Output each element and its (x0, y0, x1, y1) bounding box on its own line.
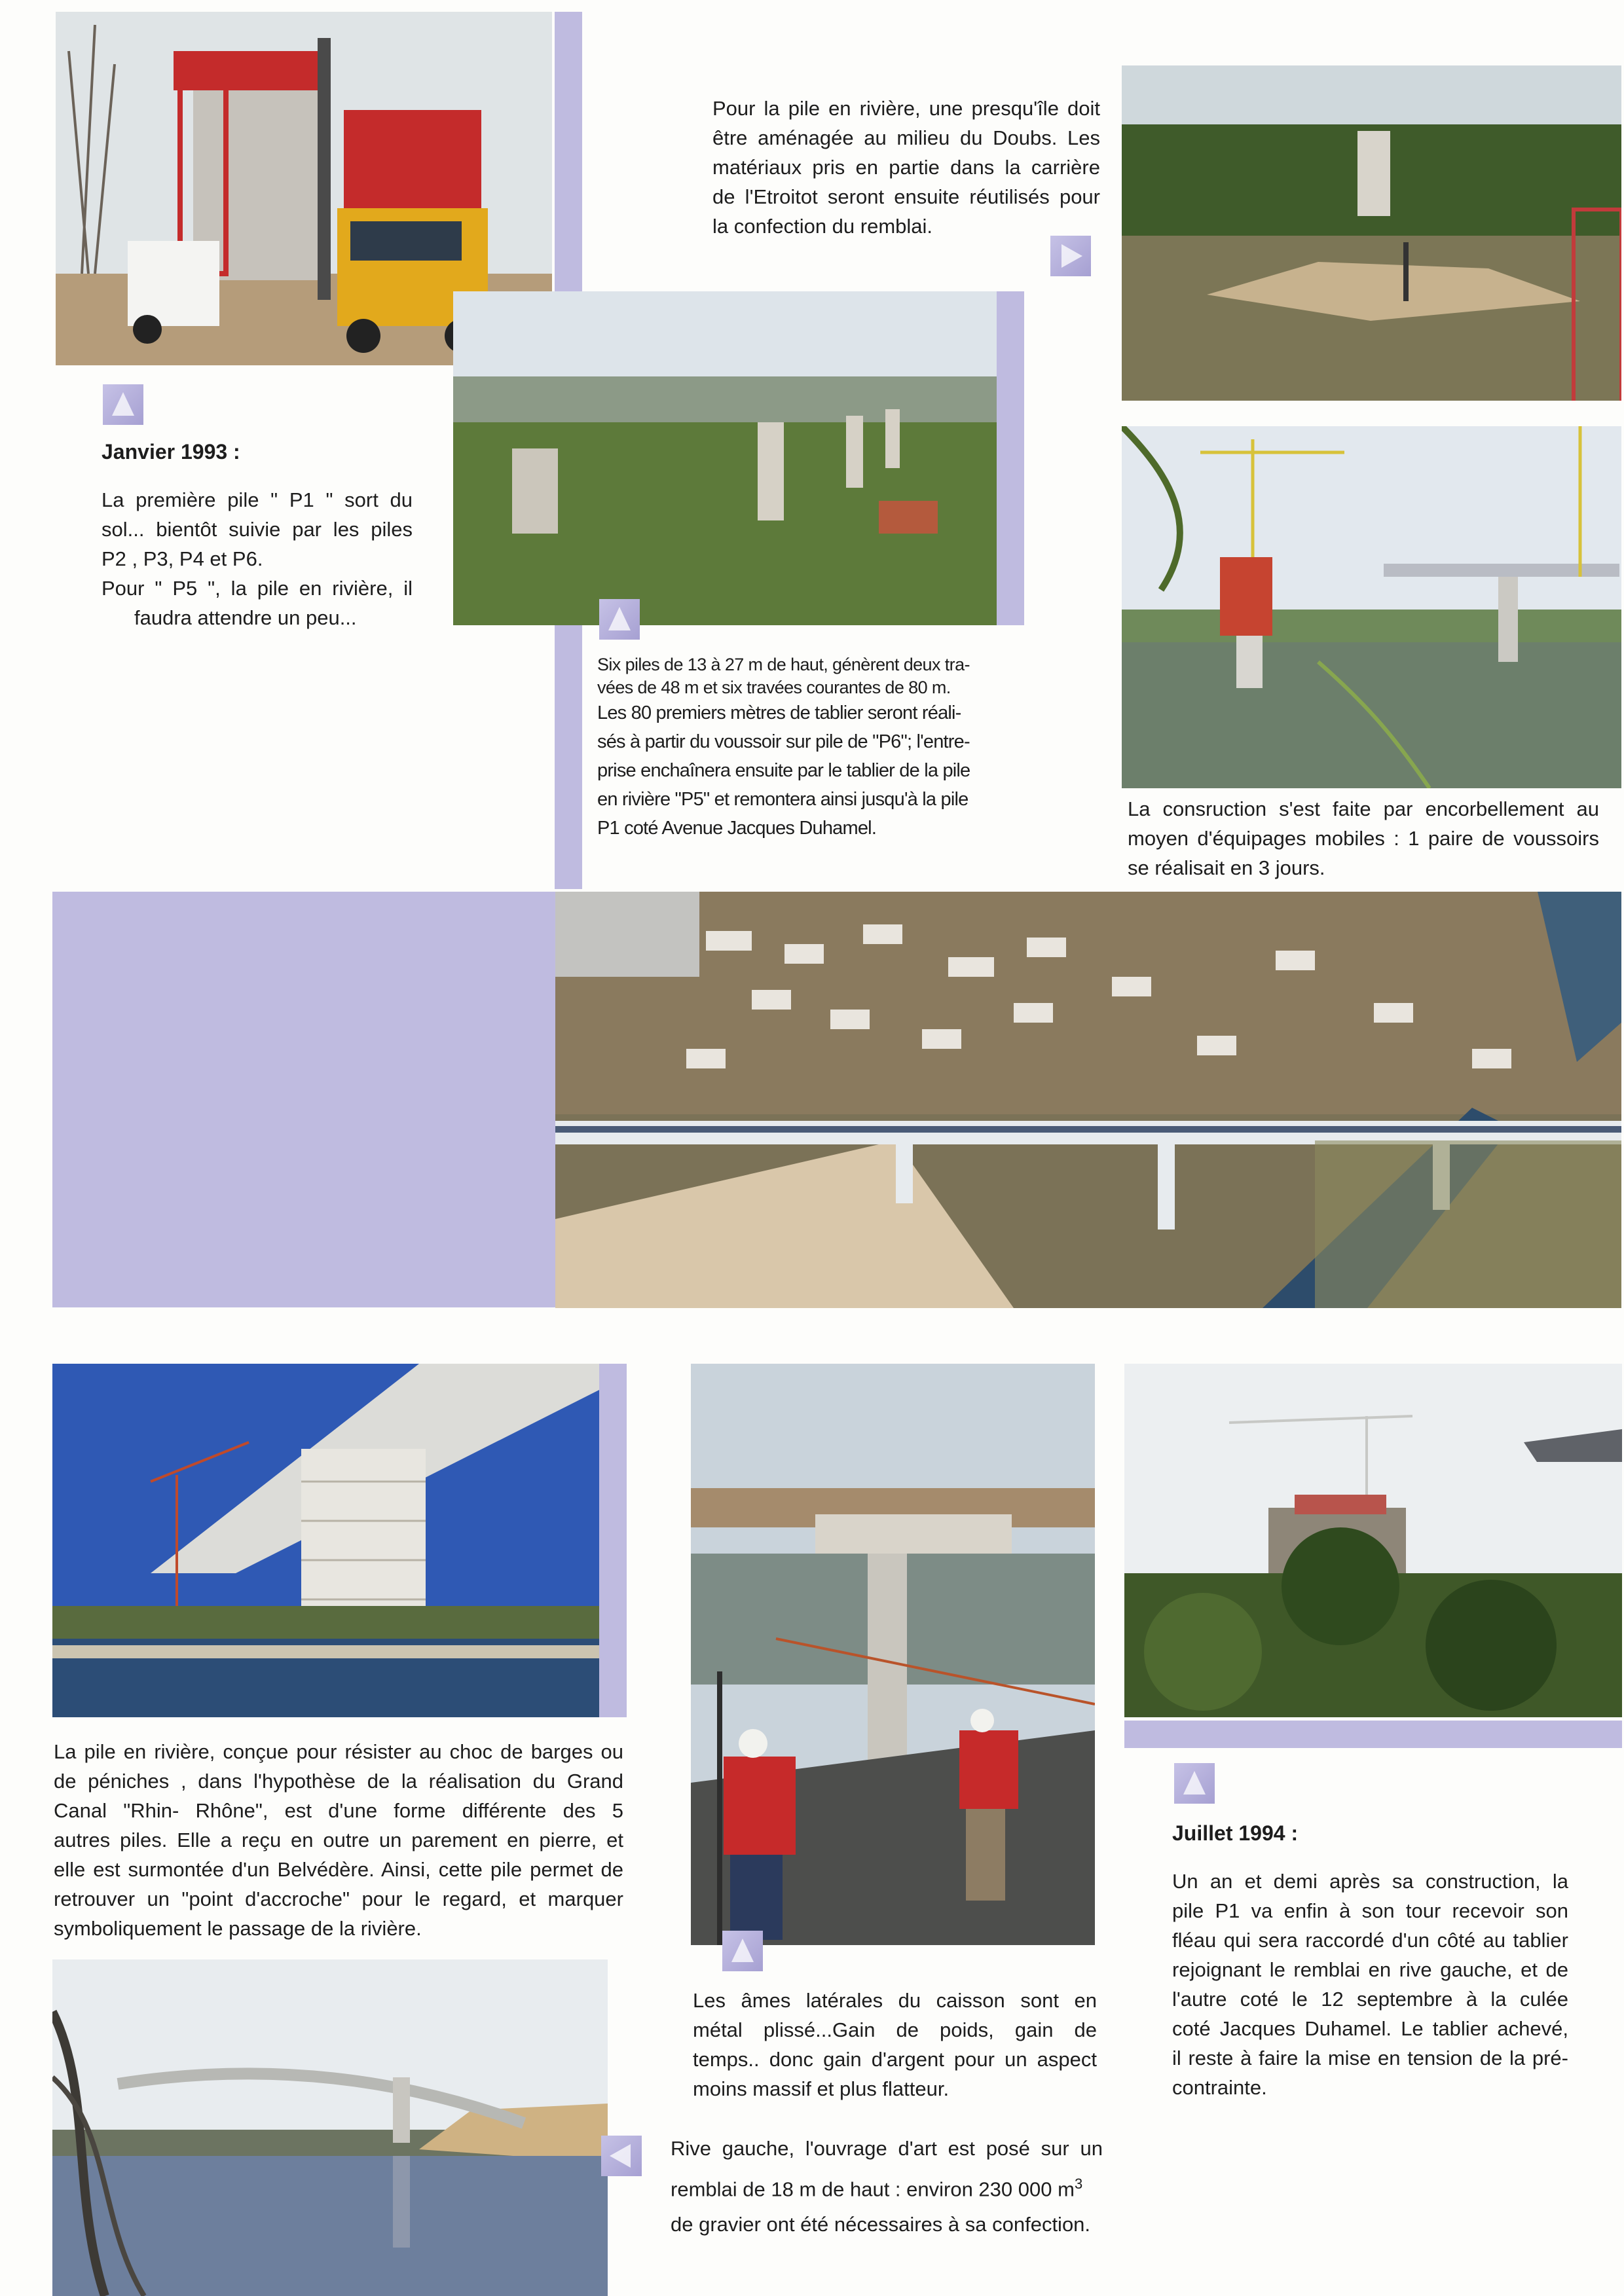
six-piles-line-2: vées de 48 m et six travées courantes de 80 m. (597, 678, 951, 697)
triangle-up-marker-six-piles (599, 599, 640, 640)
photo-aerial-bridge (555, 892, 1621, 1308)
text-block-rive-gauche (671, 2131, 1103, 2242)
pile-riviere-line-4: autres piles. Elle a reçu en outre un parement en pierre, et (54, 1829, 623, 1851)
jan1993-line-4: Pour " P5 ", la pile en rivière, il (101, 577, 413, 600)
band-top-photo-frame (997, 291, 1024, 625)
six-piles-line-4: sés à partir du voussoir sur pile de "P6"; l'entre- (597, 731, 970, 752)
juil1994-line-8: contrainte. (1172, 2076, 1267, 2099)
presquile-line-4: de l'Etroitot seront ensuite réutilisés pour (712, 185, 1100, 208)
jan1993-line-5: faudra attendre un peu... (134, 606, 357, 629)
band-aerial-left-block (52, 892, 557, 1307)
presquile-line-1: Pour la pile en rivière, une presqu'île doit (712, 97, 1100, 120)
presquile-line-5: la confection du remblai. (712, 215, 933, 238)
ames-line-4: moins massif et plus flatteur. (693, 2077, 950, 2100)
text-block-juil1994 (1172, 1819, 1568, 2102)
photo-cantilever-cranes (1122, 426, 1621, 788)
jan1993-line-3: P2 , P3, P4 et P6. (101, 547, 263, 570)
photo-piers-valley (453, 291, 997, 625)
heading-jan1993: Janvier 1993 : (101, 440, 240, 464)
rive-gauche-line-2-text: remblai de 18 m de haut : environ 230 000 m (671, 2178, 1075, 2201)
presquile-line-2: être aménagée au milieu du Doubs. Les (712, 126, 1100, 149)
photo-workers-deck (691, 1364, 1095, 1945)
band-right-under-photo (1124, 1721, 1622, 1748)
triangle-up-marker-juil1994 (1174, 1763, 1215, 1804)
rive-gauche-line-2 (671, 2166, 1103, 2207)
text-block-ames (693, 1986, 1097, 2104)
construction-line-2: moyen d'équipages mobiles : 1 paire de voussoirs (1128, 827, 1599, 850)
construction-line-3: se réalisait en 3 jours. (1128, 856, 1325, 879)
juil1994-line-4: rejoignant le remblai en rive gauche, et de (1172, 1958, 1568, 1981)
cubic-exponent: 3 (1074, 2176, 1083, 2192)
text-block-six-piles (597, 653, 1023, 843)
photo-river-pier-scaffold (52, 1364, 599, 1717)
text-block-presquile (712, 94, 1100, 241)
construction-line-1: La consruction s'est faite par encorbellement au (1128, 797, 1599, 820)
pile-riviere-line-3: Canal "Rhin- Rhône", est d'une forme différente des 5 (54, 1799, 623, 1822)
pile-riviere-line-5: elle est surmontée d'un Belvédère. Ainsi, cette pile permet de (54, 1858, 623, 1881)
jan1993-line-1: La première pile " P1 " sort du (101, 488, 413, 511)
pile-riviere-line-2: de péniches , dans l'hypothèse de la réalisation du Grand (54, 1770, 623, 1793)
jan1993-line-2: sol... bientôt suivie par les piles (101, 518, 413, 541)
photo-river-island (1122, 65, 1621, 401)
text-block-pile-riviere (54, 1737, 623, 1943)
juil1994-line-1: Un an et demi après sa construction, la (1172, 1870, 1568, 1893)
six-piles-line-7: P1 coté Avenue Jacques Duhamel. (597, 818, 877, 839)
text-block-jan1993 (101, 437, 413, 632)
heading-juil1994: Juillet 1994 : (1172, 1821, 1299, 1845)
ames-line-1: Les âmes latérales du caisson sont en (693, 1989, 1097, 2012)
band-left-photo-frame (599, 1364, 627, 1717)
triangle-up-marker-jan1993 (103, 384, 143, 425)
juil1994-line-2: pile P1 va enfin à son tour recevoir son (1172, 1899, 1568, 1922)
pile-riviere-line-6: retrouver un "point d'accroche" pour le regard, et marquer (54, 1887, 623, 1910)
juil1994-line-3: fléau qui sera raccordé d'un côté au tablier (1172, 1929, 1568, 1952)
ames-line-3: temps.. donc gain d'argent pour un aspect (693, 2048, 1097, 2071)
text-block-construction (1128, 794, 1599, 883)
triangle-right-marker-presquile (1050, 236, 1091, 276)
juil1994-line-7: il reste à faire la mise en tension de la pré- (1172, 2047, 1568, 2069)
juil1994-line-5: l'autre coté le 12 septembre à la culée (1172, 1988, 1568, 2011)
six-piles-line-3: Les 80 premiers mètres de tablier seront réali- (597, 702, 961, 723)
pile-riviere-line-1: La pile en rivière, conçue pour résister au choc de barges ou (54, 1740, 623, 1763)
six-piles-line-5: prise enchaînera ensuite par le tablier de la pile (597, 760, 970, 781)
triangle-left-marker-rive-gauche (601, 2136, 642, 2176)
rive-gauche-line-1: Rive gauche, l'ouvrage d'art est posé sur un (671, 2137, 1103, 2160)
six-piles-line-6: en rivière "P5" et remontera ainsi jusqu'à la pile (597, 789, 969, 810)
triangle-up-marker-ames (722, 1931, 763, 1971)
juil1994-line-6: coté Jacques Duhamel. Le tablier achevé, (1172, 2017, 1568, 2040)
pile-riviere-line-7: symboliquement le passage de la rivière. (54, 1917, 422, 1940)
photo-bridge-river-view (52, 1959, 608, 2296)
six-piles-line-1: Six piles de 13 à 27 m de haut, génèrent deux tra- (597, 655, 970, 674)
ames-line-2: métal plissé...Gain de poids, gain de (693, 2018, 1097, 2041)
rive-gauche-line-3: de gravier ont été nécessaires à sa confection. (671, 2213, 1091, 2236)
photo-pier-p1-crane (1124, 1364, 1622, 1717)
presquile-line-3: matériaux pris en partie dans la carrière (712, 156, 1100, 179)
